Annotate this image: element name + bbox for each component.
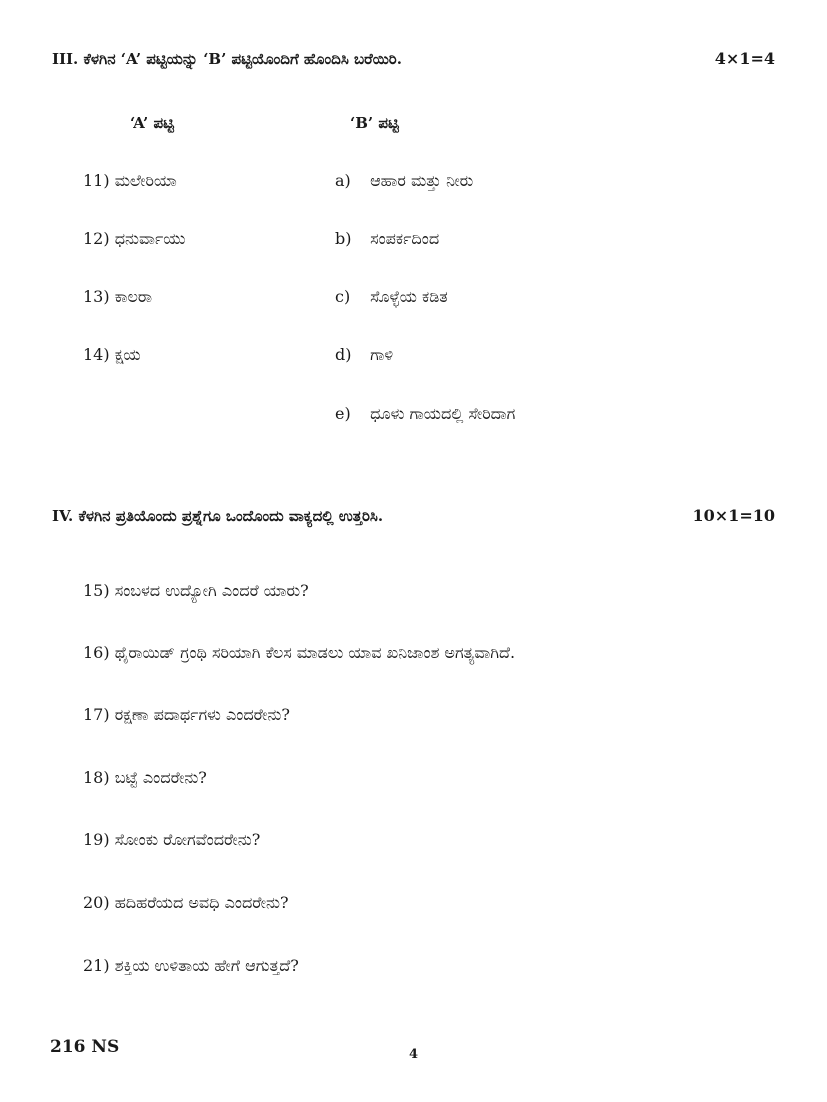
page-number: 4	[409, 1047, 419, 1062]
paper-code: 216 NS	[50, 1037, 120, 1057]
section-4-title: IV. ಕೆಳಗಿನ ಪ್ರತಿಯೊಂದು ಪ್ರಶ್ನೆಗೂ ಒಂದೊಂದು ವಾಕ್ಯದಲ್ಲಿ ಉತ್ತರಿಸಿ.	[52, 507, 384, 525]
match-a-item	[83, 287, 152, 307]
question-item	[83, 581, 309, 601]
question-item	[83, 705, 290, 725]
question-text: ರಕ್ಷಣಾ ಪದಾರ್ಥಗಳು ಎಂದರೇನು?	[114, 705, 290, 724]
item-number: 13)	[83, 287, 110, 306]
question-number: 15)	[83, 581, 110, 600]
question-text: ಹದಿಹರೆಯದ ಅವಧಿ ಎಂದರೇನು?	[114, 893, 289, 912]
question-number: 20)	[83, 893, 110, 912]
item-letter: b)	[335, 229, 352, 248]
item-text: ಸಂಪರ್ಕದಿಂದ	[370, 229, 440, 248]
question-number: 19)	[83, 830, 110, 849]
section-3-marks: 4×1=4	[714, 49, 775, 68]
match-a-item	[83, 229, 185, 249]
question-item	[83, 768, 207, 788]
question-number: 16)	[83, 643, 110, 662]
item-letter: a)	[335, 171, 351, 190]
match-b-item	[335, 229, 439, 249]
match-b-item	[335, 345, 393, 365]
match-a-item	[83, 345, 141, 365]
question-number: 21)	[83, 956, 110, 975]
section-3-title: III. ಕೆಳಗಿನ ‘A’ ಪಟ್ಟಿಯನ್ನು ‘B’ ಪಟ್ಟಿಯೊಂದಿಗೆ ಹೊಂದಿಸಿ ಬರೆಯಿರಿ.	[52, 50, 402, 68]
item-text: ಆಹಾರ ಮತ್ತು ನೀರು	[370, 171, 474, 190]
match-b-item	[335, 171, 473, 191]
item-number: 14)	[83, 345, 110, 364]
question-text: ಸಂಬಳದ ಉದ್ಯೋಗಿ ಎಂದರೆ ಯಾರು?	[114, 581, 309, 600]
match-b-item	[335, 404, 515, 424]
item-letter: c)	[335, 287, 351, 306]
item-text: ಸೊಳ್ಳೆಯ ಕಡಿತ	[370, 287, 448, 306]
question-text: ಥೈರಾಯಿಡ್ ಗ್ರಂಥಿ ಸರಿಯಾಗಿ ಕೆಲಸ ಮಾಡಲು ಯಾವ ಖನಿಜಾಂಶ ಅಗತ್ಯವಾಗಿದೆ.	[114, 643, 516, 662]
item-text: ಕ್ಷಯ	[114, 345, 141, 364]
question-item	[83, 830, 260, 850]
item-letter: e)	[335, 404, 351, 423]
item-text: ಕಾಲರಾ	[114, 287, 153, 306]
question-item	[83, 956, 299, 976]
item-number: 11)	[83, 171, 110, 190]
section-4-marks: 10×1=10	[692, 506, 775, 525]
question-item	[83, 893, 289, 913]
question-number: 17)	[83, 705, 110, 724]
match-b-item	[335, 287, 448, 307]
item-letter: d)	[335, 345, 352, 364]
question-text: ಶಕ್ತಿಯ ಉಳಿತಾಯ ಹೇಗೆ ಆಗುತ್ತದೆ?	[114, 956, 299, 975]
question-text: ಸೋಂಕು ರೋಗವೆಂದರೇನು?	[114, 830, 261, 849]
column-b-heading: ‘B’ ಪಟ್ಟಿ	[350, 114, 399, 132]
question-number: 18)	[83, 768, 110, 787]
item-number: 12)	[83, 229, 110, 248]
match-a-item	[83, 171, 177, 191]
item-text: ಗಾಳಿ	[370, 345, 394, 364]
column-a-heading: ‘A’ ಪಟ್ಟಿ	[130, 114, 174, 132]
item-text: ಮಲೇರಿಯಾ	[114, 171, 177, 190]
item-text: ಧೂಳು ಗಾಯದಲ್ಲಿ ಸೇರಿದಾಗ	[370, 404, 516, 423]
item-text: ಧನುರ್ವಾಯು	[114, 229, 186, 248]
question-item	[83, 643, 515, 663]
question-text: ಬಟ್ಟೆ ಎಂದರೇನು?	[114, 768, 207, 787]
